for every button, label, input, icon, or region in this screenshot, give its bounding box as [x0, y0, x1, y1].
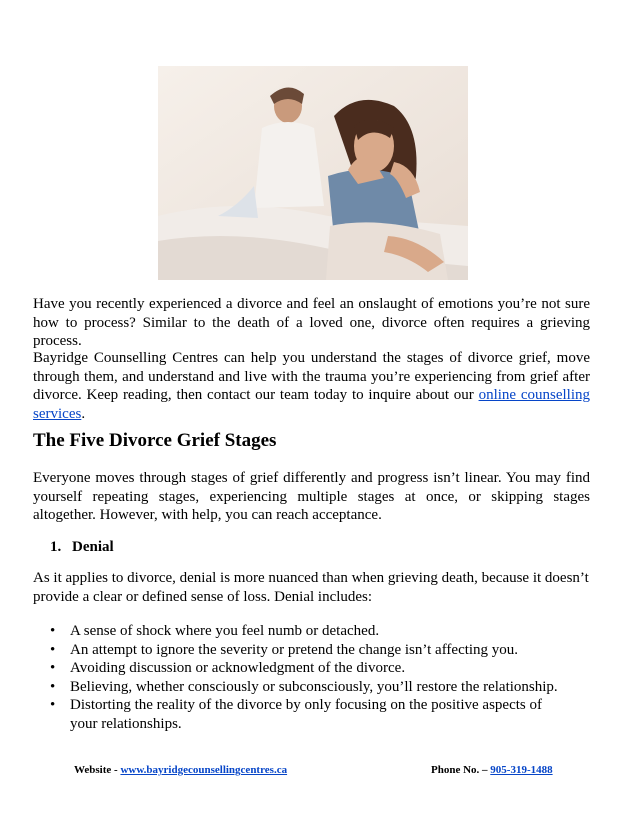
intro-paragraph-1: Have you recently experienced a divorce and feel an onslaught of emotions you’re not sure how to process? Similar to the death of a loved one, divorce often requires a grieving process.: [33, 296, 590, 349]
footer-website: [74, 763, 287, 777]
phone-link[interactable]: 905-319-1488: [490, 764, 553, 776]
list-item: [33, 659, 573, 678]
bullet-icon: •: [50, 660, 56, 676]
list-item-text: Distorting the reality of the divorce by only focusing on the positive aspects of your relationships.: [70, 697, 542, 732]
intro-paragraph-2-text: Bayridge Counselling Centres can help you understand the stages of divorce grief, move through them, and understand and live with the trauma you’re experiencing from grief after divorce. Keep reading, then contact our team today to inquire about our: [33, 350, 590, 403]
bullet-icon: •: [50, 697, 56, 713]
stage-heading-denial: [50, 538, 114, 556]
intro-paragraph-2: [33, 349, 590, 423]
list-item: [33, 641, 573, 660]
phone-label: Phone No. –: [431, 764, 491, 776]
list-item: [33, 678, 573, 697]
list-item-text: An attempt to ignore the severity or pretend the change isn’t affecting you.: [70, 641, 519, 658]
list-item: [33, 696, 573, 733]
intro-paragraph-2-end: .: [81, 405, 86, 422]
list-item: [33, 622, 573, 641]
list-item-text: Believing, whether consciously or subconsciously, you’ll restore the relationship.: [70, 678, 558, 695]
couple-photo: [158, 66, 468, 280]
denial-bullet-list: [33, 622, 573, 733]
denial-paragraph: As it applies to divorce, denial is more nuanced than when grieving death, because it doesn’t provide a clear or defined sense of loss. Denial includes:: [33, 570, 589, 605]
bullet-icon: •: [50, 678, 56, 695]
online-counselling-services-link[interactable]: online counselling services: [33, 387, 590, 422]
bullet-icon: •: [50, 623, 56, 639]
website-label: Website -: [74, 764, 121, 776]
list-item-text: Avoiding discussion or acknowledgment of the divorce.: [70, 660, 406, 676]
footer-phone: [431, 763, 553, 777]
section-title: The Five Divorce Grief Stages: [33, 430, 277, 451]
list-item-text: A sense of shock where you feel numb or detached.: [70, 623, 380, 639]
couple-illustration: [158, 66, 468, 280]
stage-label: Denial: [72, 539, 114, 555]
stage-number: 1.: [50, 539, 62, 555]
bullet-icon: •: [50, 641, 56, 658]
section-paragraph-1: Everyone moves through stages of grief differently and progress isn’t linear. You may find yourself repeating stages, experiencing multiple stages at once, or skipping stages altogether. However, with help, you can reach acceptance.: [33, 470, 590, 523]
website-link[interactable]: www.bayridgecounsellingcentres.ca: [120, 764, 288, 776]
